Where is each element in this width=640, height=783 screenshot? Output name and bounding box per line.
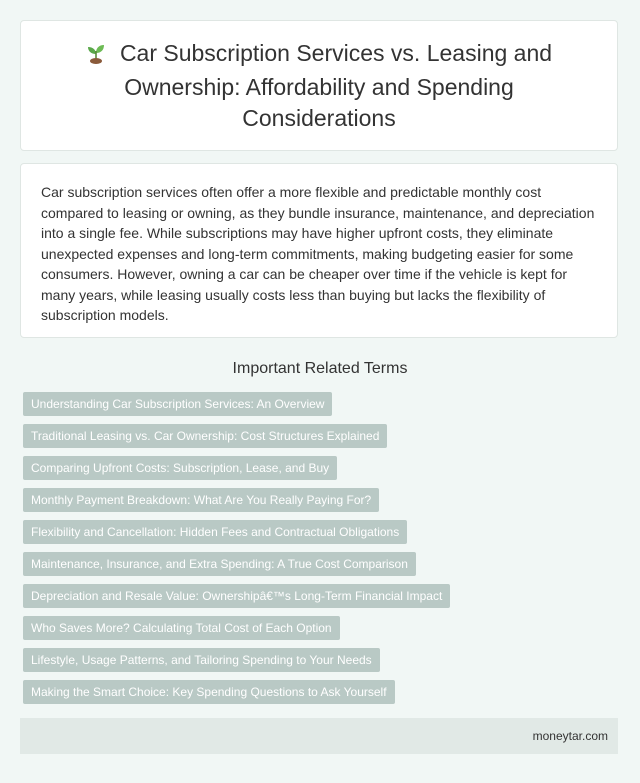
- related-term-tag[interactable]: Maintenance, Insurance, and Extra Spending: A True Cost Comparison: [23, 552, 416, 576]
- related-term-tag[interactable]: Depreciation and Resale Value: Ownershipâ€™s Long-Term Financial Impact: [23, 584, 450, 608]
- related-terms-list: [23, 392, 450, 712]
- related-term-tag[interactable]: Making the Smart Choice: Key Spending Questions to Ask Yourself: [23, 680, 395, 704]
- footer: [20, 718, 618, 754]
- footer-site[interactable]: moneytar.com: [532, 729, 608, 743]
- related-term-tag[interactable]: Flexibility and Cancellation: Hidden Fees and Contractual Obligations: [23, 520, 407, 544]
- related-terms-heading: Important Related Terms: [232, 360, 408, 377]
- related-term-tag[interactable]: Traditional Leasing vs. Car Ownership: Cost Structures Explained: [23, 424, 387, 448]
- related-term-tag[interactable]: Understanding Car Subscription Services: An Overview: [23, 392, 332, 416]
- related-term-tag[interactable]: Comparing Upfront Costs: Subscription, Lease, and Buy: [23, 456, 337, 480]
- summary-card: [20, 163, 618, 338]
- summary-text: Car subscription services often offer a more flexible and predictable monthly cost compared to leasing or owning, as they bundle insurance, maintenance, and depreciation into a single fee. While subscriptions may have higher upfront costs, they eliminate unexpected expenses and long-term commitments, making budgeting easier for some consumers. However, owning a car can be cheaper over time if the vehicle is kept for many years, while leasing usually costs less than buying but lacks the flexibility of subscription models.: [41, 184, 595, 323]
- title-text: Car Subscription Services vs. Leasing and Ownership: Affordability and Spending Considerations: [119, 39, 553, 131]
- related-term-tag[interactable]: Lifestyle, Usage Patterns, and Tailoring Spending to Your Needs: [23, 648, 380, 672]
- related-term-tag[interactable]: Monthly Payment Breakdown: What Are You Really Paying For?: [23, 488, 379, 512]
- sprout-icon: [86, 41, 106, 72]
- related-term-tag[interactable]: Who Saves More? Calculating Total Cost of Each Option: [23, 616, 340, 640]
- page-title: [61, 38, 577, 134]
- title-card: [20, 20, 618, 151]
